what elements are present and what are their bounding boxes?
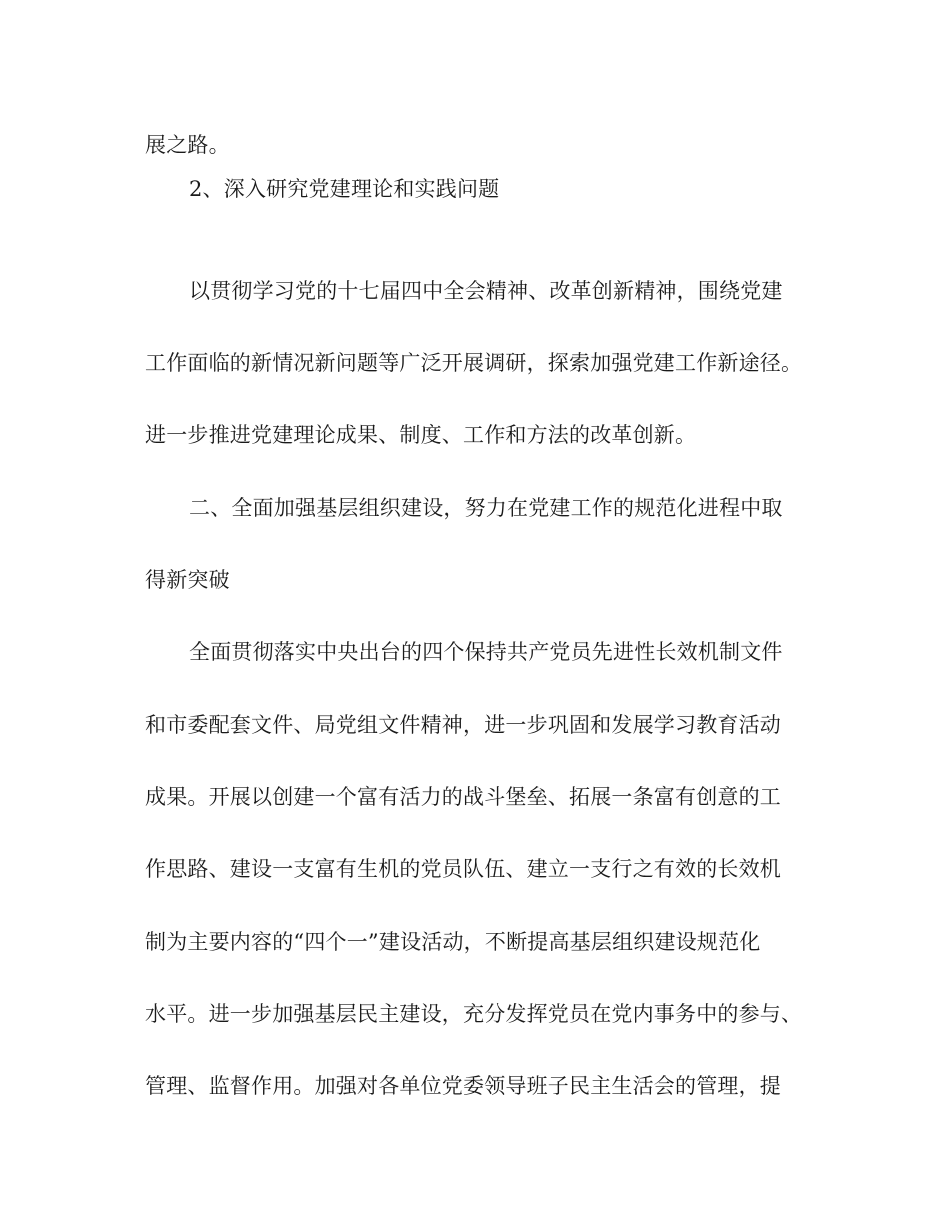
paragraph-line: 管理、监督作用。加强对各单位党委领导班子民主生活会的管理，提 [145, 1074, 781, 1098]
section-heading: 2、深入研究党建理论和实践问题 [189, 177, 500, 201]
paragraph-line: 进一步推进党建理论成果、制度、工作和方法的改革创新。 [145, 423, 697, 447]
paragraph-line: 作思路、建设一支富有生机的党员队伍、建立一支行之有效的长效机 [145, 857, 781, 881]
body-text-line: 展之路。 [145, 133, 230, 157]
paragraph-line: 以贯彻学习党的十七届四中全会精神、改革创新精神，围绕党建 [189, 279, 783, 303]
paragraph-line: 制为主要内容的“四个一”建设活动，不断提高基层组织建设规范化 [145, 930, 761, 954]
section-heading: 二、全面加强基层组织建设，努力在党建工作的规范化进程中取 [189, 496, 783, 520]
paragraph-line: 全面贯彻落实中央出台的四个保持共产党员先进性长效机制文件 [189, 640, 783, 664]
section-heading-continued: 得新突破 [145, 568, 230, 592]
paragraph-line: 成果。开展以创建一个富有活力的战斗堡垒、拓展一条富有创意的工 [145, 785, 781, 809]
paragraph-line: 工作面临的新情况新问题等广泛开展调研，探索加强党建工作新途径。 [145, 351, 803, 375]
paragraph-line: 和市委配套文件、局党组文件精神，进一步巩固和发展学习教育活动 [145, 713, 781, 737]
paragraph-line: 水平。进一步加强基层民主建设，充分发挥党员在党内事务中的参与、 [145, 1002, 803, 1026]
